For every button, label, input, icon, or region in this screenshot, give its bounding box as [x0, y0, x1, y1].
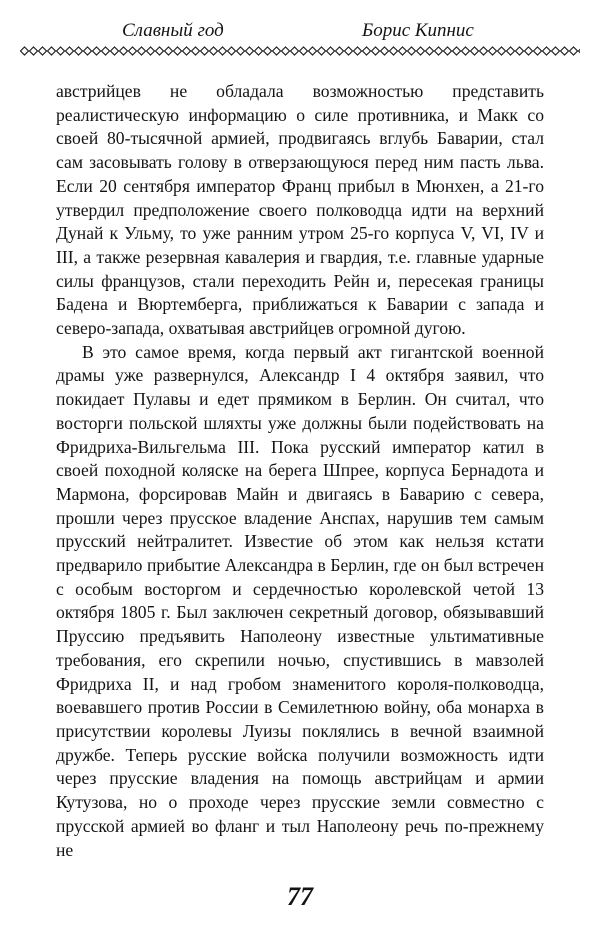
book-title: Славный год: [122, 20, 224, 41]
author-name: Борис Кипнис: [362, 20, 474, 41]
paragraph-continuation: австрийцев не обладала возможностью представить реалистическую информацию о силе противника, и Макк со своей 80-тысячной армией, продвигаясь вглубь Баварии, стал сам засовывать голову в отверзающуюся перед ним пасть льва. Если 20 сентября император Франц прибыл в Мюнхен, а 21-го утвердил предположение своего полководца идти на верхний Дунай к Ульму, то уже ранним утром 25-го корпуса V, VI, IV и III, а также резервная кавалерия и гвардия, т.е. главные ударные силы французов, стали переходить Рейн и, пересекая границы Бадена и Вюртемберга, приближаться к Баварии с запада и северо-запада, охватывая австрийцев огромной дугою.: [56, 81, 544, 339]
page-number: 77: [287, 882, 313, 911]
decorative-divider: [20, 45, 580, 57]
paragraph: В это самое время, когда первый акт гигантской военной драмы уже развернулся, Александр I 4 октября заявил, что покидает Пулавы и едет прямиком в Берлин. Он считал, что восторги польской шляхты уже должны были подействовать на Фридриха-Вильгельма III. Пока русский император катил в своей походной коляске на берега Шпрее, корпуса Бернадота и Мармона, форсировав Майн и двигаясь в Баварию с севера, прошли через прусское владение Анспах, нарушив тем самым прусский нейтралитет. Известие об этом как нельзя кстати предварило прибытие Александра в Берлин, где он был встречен с особым восторгом и сердечностью королевской четой 13 октября 1805 г. Был заключен секретный договор, обязывавший Пруссию предъявить Наполеону известные ультимативные требования, его скрепили ночью, спустившись в мавзолей Фридриха II, и над гробом знаменитого короля-полководца, воевавшего против России в Семилетнюю войну, оба монарха в присутствии королевы Луизы поклялись в вечной взаимной дружбе. Теперь русские войска получили возможность идти через прусские владения на помощь австрийцам и армии Кутузова, но о проходе через прусские земли совместно с прусской армией во фланг и тыл Наполеону речь по-прежнему не: [56, 341, 544, 860]
running-header: [0, 20, 600, 44]
body-text: [56, 80, 544, 862]
